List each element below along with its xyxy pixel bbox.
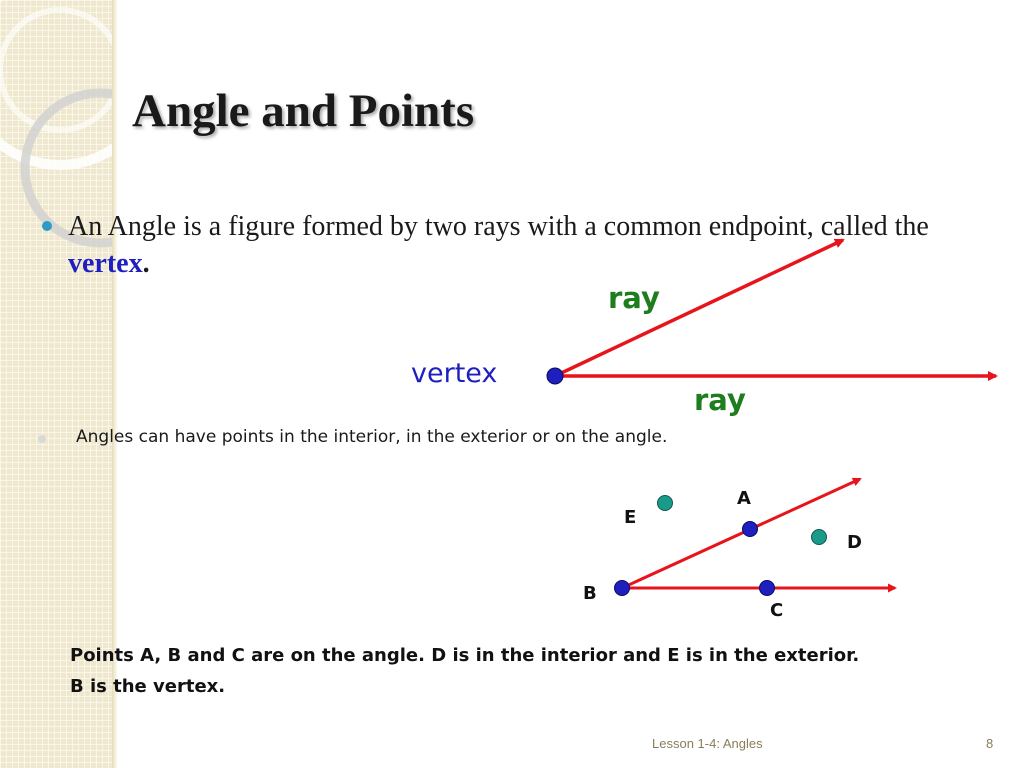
point-b [615,581,630,596]
definition-main-text: An Angle is a figure formed by two rays with a common endpoint, called the [68,211,929,242]
vertex-term: vertex [68,248,143,279]
slide-title: Angle and Points [132,85,475,137]
point-c-label: C [770,600,784,621]
point-a-label: A [737,488,751,509]
ray-top-label: ray [608,281,660,315]
footer-lesson: Lesson 1-4: Angles [652,736,763,751]
definition-period: . [142,248,150,279]
point-e-label: E [624,507,637,528]
footer-page-number: 8 [986,736,994,751]
point-e [658,496,673,511]
vertex-label: vertex [411,358,498,389]
summary-text [70,640,930,702]
summary-line-2: B is the vertex. [70,676,226,697]
ray-bottom-label: ray [694,383,746,417]
point-d-label: D [847,532,862,553]
summary-line-1: Points A, B and C are on the angle. D is in the interior and E is in the exterior. [70,645,860,666]
point-d [812,530,827,545]
point-b-label: B [583,583,597,604]
points-info-text: Angles can have points in the interior, in the exterior or on the angle. [76,427,668,447]
point-a [743,522,758,537]
point-c [760,581,775,596]
